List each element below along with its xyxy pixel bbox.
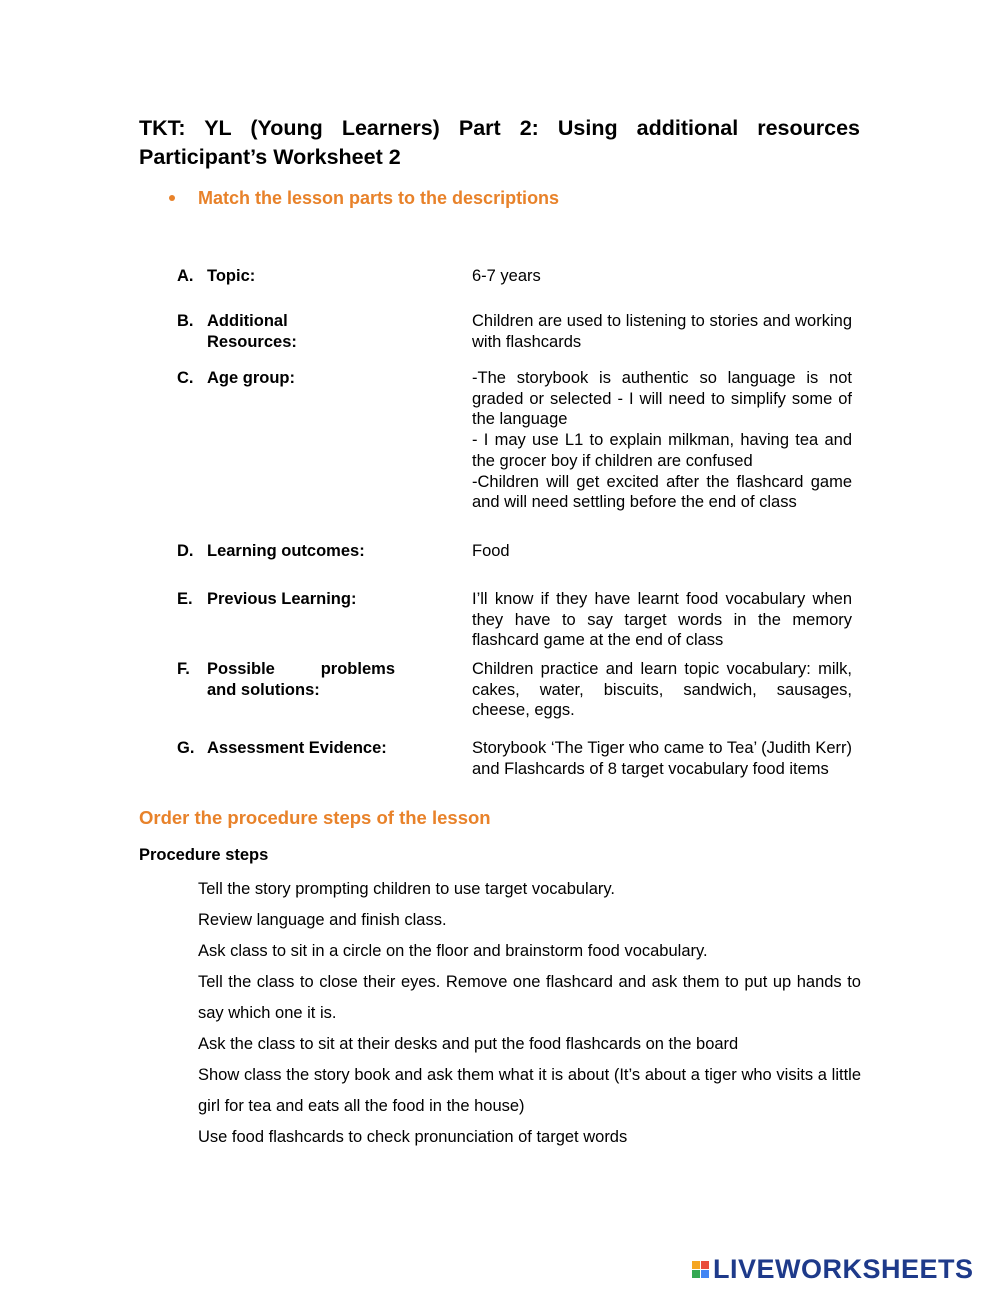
part-label: Previous Learning:: [207, 590, 357, 608]
lesson-part-c[interactable]: [177, 368, 395, 389]
part-letter: E.: [177, 590, 193, 608]
part-label: [207, 659, 395, 700]
brand-name: LIVEWORKSHEETS: [713, 1254, 974, 1284]
part-label-line-1: Possible problems: [207, 660, 395, 678]
description-3[interactable]: [472, 368, 852, 513]
part-letter: C.: [177, 369, 194, 387]
description-line: -Children will get excited after the flashcard game and will need settling before the end of class: [472, 472, 852, 512]
lesson-part-e[interactable]: [177, 589, 395, 610]
procedure-step[interactable]: Ask class to sit in a circle on the floor and brainstorm food vocabulary.: [198, 942, 708, 960]
lesson-part-b[interactable]: [177, 311, 395, 352]
part-label: [207, 311, 395, 352]
title-line-2: Participant’s Worksheet 2: [139, 145, 401, 169]
part-label: Age group:: [207, 369, 295, 387]
procedure-step[interactable]: Show class the story book and ask them what it is about (It’s about a tiger who visits a little girl for tea and eats all the food in the house): [198, 1066, 861, 1115]
logo-block: [701, 1270, 709, 1278]
part-letter: G.: [177, 739, 195, 757]
description-line: - I may use L1 to explain milkman, having tea and the grocer boy if children are confused: [472, 431, 852, 470]
part-letter: B.: [177, 312, 194, 330]
procedure-step[interactable]: Tell the class to close their eyes. Remove one flashcard and ask them to put up hands to say which one it is.: [198, 973, 861, 1022]
bullet-icon: [169, 195, 175, 201]
description-line: -The storybook is authentic so language is not graded or selected - I will need to simplify some of the language: [472, 369, 852, 429]
part-letter: A.: [177, 267, 194, 285]
part-label-line-2: Resources:: [207, 332, 297, 351]
instruction-bullet: [166, 186, 559, 210]
description-5[interactable]: I’ll know if they have learnt food vocabulary when they have to say target words in the memory flashcard game at the end of class: [472, 590, 852, 650]
description-7[interactable]: Storybook ‘The Tiger who came to Tea’ (Judith Kerr) and Flashcards of 8 target vocabulary food items: [472, 739, 852, 778]
part-label: Assessment Evidence:: [207, 739, 387, 757]
logo-block: [692, 1270, 700, 1278]
description-2[interactable]: Children are used to listening to stories and working with flashcards: [472, 312, 852, 351]
logo-block: [701, 1261, 709, 1269]
part-label-line-1: Additional: [207, 312, 288, 330]
liveworksheets-logo: [692, 1254, 974, 1284]
lesson-part-g[interactable]: [177, 738, 395, 759]
procedure-step[interactable]: Tell the story prompting children to use target vocabulary.: [198, 880, 615, 898]
lesson-part-a[interactable]: [177, 266, 395, 287]
part-label: Topic:: [207, 267, 256, 285]
part-letter: D.: [177, 542, 194, 560]
procedure-step[interactable]: Review language and finish class.: [198, 911, 447, 929]
description-6[interactable]: Children practice and learn topic vocabulary: milk, cakes, water, biscuits, sandwich, sausages, cheese, eggs.: [472, 660, 852, 720]
lesson-part-f[interactable]: [177, 659, 395, 700]
procedure-heading: Procedure steps: [139, 846, 269, 864]
description-1[interactable]: 6-7 years: [472, 267, 541, 285]
procedure-step[interactable]: Use food flashcards to check pronunciation of target words: [198, 1128, 628, 1146]
instruction-text: Match the lesson parts to the descriptions: [198, 188, 560, 208]
procedure-step[interactable]: Ask the class to sit at their desks and put the food flashcards on the board: [198, 1035, 739, 1053]
part-letter: F.: [177, 660, 190, 678]
logo-block: [692, 1261, 700, 1269]
part-label: Learning outcomes:: [207, 542, 365, 560]
lesson-part-d[interactable]: [177, 541, 395, 562]
logo-blocks-icon: [692, 1261, 709, 1278]
page-title: [139, 114, 860, 172]
title-line-1: TKT: YL (Young Learners) Part 2: Using additional resources: [139, 116, 860, 140]
section-heading: Order the procedure steps of the lesson: [139, 807, 491, 828]
part-label-line-2: and solutions:: [207, 680, 320, 699]
procedure-steps-list: [198, 874, 861, 1153]
description-4[interactable]: Food: [472, 542, 510, 560]
